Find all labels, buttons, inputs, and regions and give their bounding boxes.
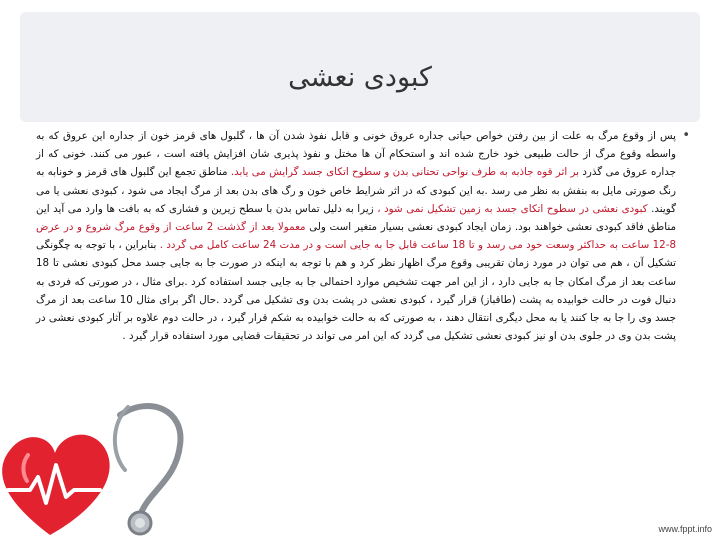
title-band: [20, 12, 700, 122]
paragraph-segment: مناطق تجمع این گلبول های قرمز و خونابه به رنگ صورتی مایل به بنفش به نظر می رسد .به این کبودی که در اثر شرایط خاص خون و رگ های بدن بعد از مرگ ایجاد می شود ، کبودی نعشی یا می گویند.: [36, 166, 677, 215]
paragraph-segment: زیرا به دلیل تماس بدن با سطح زیرین و فشاری که به بافت ها وارد می آید این مناطق فاقد کبودی نعشی خواهند بود. زمان ایجاد کبودی نعشی بسیار متغیر است ولی: [36, 202, 677, 234]
bullet-marker: •: [682, 128, 690, 143]
highlight-segment: معمولا بعد از گذشت 2 ساعت از وقوع مرگ شروع و در عرض 8-12 ساعت به حداکثر وسعت خود می رسد و تا 18 ساعت قابل جا به جایی است و در مدت 24 ساعت کامل می گردد .: [36, 221, 676, 252]
medical-illustration: [0, 385, 200, 540]
slide-title: کبودی نعشی: [288, 62, 432, 93]
heart-icon: [2, 435, 109, 535]
paragraph-segment: پس از وقوع مرگ به علت از بین رفتن خواص حیاتی جداره عروق خونی و قابل نفوذ شدن آن ها ، گلبول های قرمز خون از جداره این عروق که به واسطه وقوع مرگ از حالت طبیعی خود خارج شده اند و استحکام آن ها مختل و نفوذ پذیری شان افزایش یافته است ، عبور می کنند. خونی که از جداره عروق می گذرد: [36, 130, 676, 179]
highlight-segment: کبودی نعشی در سطوح اتکای جسد به زمین تشکیل نمی شود ،: [377, 202, 648, 215]
footer-url[interactable]: www.fppt.info: [658, 524, 712, 534]
body-text: [36, 127, 676, 345]
stethoscope-icon: [115, 406, 181, 534]
paragraph-segment: بنابراین ، با توجه به چگونگی تشکیل آن ، هم می توان در مورد زمان تقریبی وقوع مرگ اظهار نظر کرد و هم با توجه به اینکه در صورت جا به جایی جسد محل کبودی نعشی تا 18 ساعت بعد از مرگ امکان جا به جایی دارد ، از این امر جهت تشخیص موارد احتمالی جا به جایی جسد استفاده کرد .برای مثال ، در صورتی که فردی به دنبال فوت در حالت خوابیده به پشت (طاقباز) قرار گیرد ، کبودی نعشی در پشت بدن وی تشکیل می گردد .حال اگر برای مثال 10 ساعت بعد از مرگ جسد وی را جا به جا کنند یا به محل دیگری انتقال دهند ، به صورتی که به حالت خوابیده به شکم قرار گیرد ، در حالت دوم علاوه بر آثار کبودی نعشی در پشت بدن وی در جلوی بدن او نیز کبودی نعشی تشکیل می گردد که این امر می تواند در تحقیقات قضایی مورد استفاده قرار گیرد .: [36, 239, 676, 343]
highlight-segment: بر اثر قوه جاذبه به طرف نواحی تحتانی بدن و سطوح اتکای جسد گرایش می یابد.: [230, 166, 580, 179]
